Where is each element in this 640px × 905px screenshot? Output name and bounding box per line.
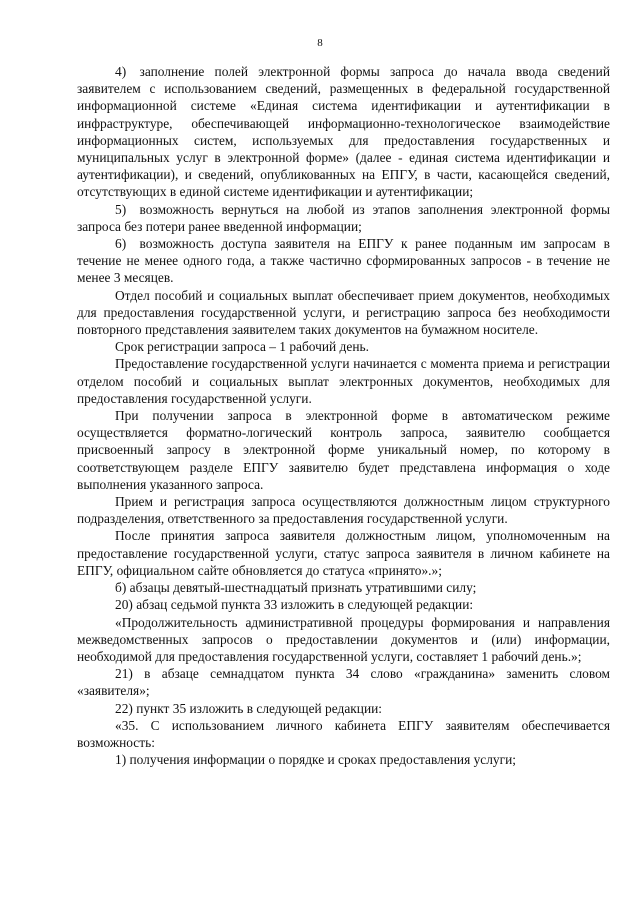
- paragraph-amendment-21: 21) в абзаце семнадцатом пункта 34 слово «гражданина» заменить словом «заявителя»;: [77, 666, 610, 699]
- paragraph-item-6: 6) возможность доступа заявителя на ЕПГУ к ранее поданным им запросам в течение не менее одного года, а также частично сформированных запросов - в течение не менее 3 месяцев.: [77, 236, 610, 286]
- paragraph-service-start: Предоставление государственной услуги начинается с момента приема и регистрации отделом пособий и социальных выплат электронных документов, необходимых для предоставления государственной услуги.: [77, 356, 610, 406]
- paragraph-clause-35-item-1: 1) получения информации о порядке и сроках предоставления услуги;: [115, 752, 516, 768]
- paragraph-item-4: 4) заполнение полей электронной формы запроса до начала ввода сведений заявителем с использованием сведений, размещенных в федеральной государственной информационной системе «Единая система идентификации и аутентификации в инфраструктуре, обеспечивающей информационно-технологическое взаимодействие информационных систем, используемых для предоставления государственных и муниципальных услуг в электронной форме» (далее - единая система идентификации и аутентификации), и сведений, опубликованных на ЕПГУ, в части, касающейся сведений, отсутствующих в единой системе идентификации и аутентификации;: [77, 64, 610, 200]
- paragraph-format-control: При получении запроса в электронной форме в автоматическом режиме осуществляется форматно-логический контроль запроса, заявителю сообщается присвоенный запросу в электронной форме уникальный номер, по которому в соответствующем разделе ЕПГУ заявителю будет представлена информация о ходе выполнения указанного запроса.: [77, 408, 610, 492]
- document-body: [77, 63, 610, 768]
- paragraph-document-acceptance: Отдел пособий и социальных выплат обеспечивает прием документов, необходимых для предоставления государственной услуги, и регистрацию запроса без необходимости повторного представления заявителем таких документов на бумажном носителе.: [77, 287, 610, 338]
- paragraph-clause-35: «35. С использованием личного кабинета ЕПГУ заявителям обеспечивается возможность:: [77, 717, 610, 750]
- paragraph-amendment-20: 20) абзац седьмой пункта 33 изложить в следующей редакции:: [115, 597, 474, 613]
- paragraph-amendment-22: 22) пункт 35 изложить в следующей редакции:: [115, 700, 383, 716]
- paragraph-repeal-clauses: б) абзацы девятый-шестнадцатый признать утратившими силу;: [115, 580, 477, 596]
- paragraph-status-update: После принятия запроса заявителя должностным лицом, уполномоченным на предоставление государственной услуги, статус запроса заявителя в личном кабинете на ЕПГУ, официальном сайте обновляется до статуса «принято».»;: [77, 528, 610, 578]
- paragraph-procedure-duration: «Продолжительность административной процедуры формирования и направления межведомственных запросов о предоставлении документов и (или) информации, необходимой для предоставления государственной услуги, составляет 1 рабочий день.»;: [77, 614, 610, 664]
- paragraph-item-5: 5) возможность вернуться на любой из этапов заполнения электронной формы запроса без потери ранее введенной информации;: [77, 201, 610, 234]
- paragraph-registration-term: Срок регистрации запроса – 1 рабочий день.: [115, 339, 369, 355]
- paragraph-reception-registration: Прием и регистрация запроса осуществляются должностным лицом структурного подразделения, ответственного за предоставления государственной услуги.: [77, 494, 610, 527]
- page-number: 8: [317, 37, 323, 49]
